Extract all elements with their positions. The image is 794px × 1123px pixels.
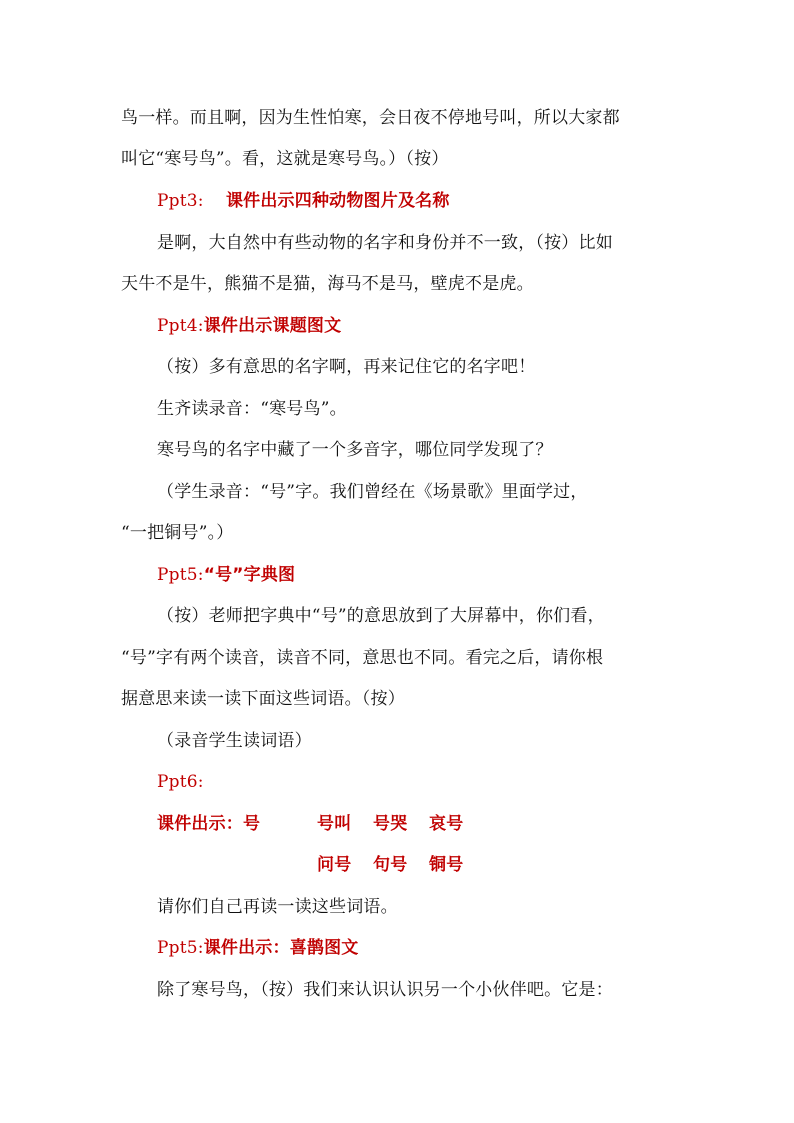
paragraph-line: 除了寒号鸟，（按）我们来认识认识另一个小伙伴吧。它是：	[157, 980, 613, 1000]
courseware-word: 句号	[373, 855, 408, 875]
paragraph-line: 请你们自己再读一读这些词语。	[157, 897, 398, 917]
heading-text: 课件出示：喜鹊图文	[203, 938, 359, 958]
paragraph-line: 天牛不是牛，熊猫不是猫，海马不是马，壁虎不是虎。	[121, 274, 534, 294]
heading-ppt5-magpie	[157, 936, 359, 960]
courseware-word: 问号	[317, 855, 352, 875]
paragraph-line: “号”字有两个读音，读音不同，意思也不同。看完之后，请你根	[121, 648, 604, 668]
paragraph-line: （学生录音：“号”字。我们曾经在《场景歌》里面学过，	[157, 482, 588, 502]
courseware-word: 哀号	[429, 814, 464, 834]
heading-text: “号”字典图	[203, 565, 296, 585]
paragraph-line: 据意思来读一读下面这些词语。（按）	[121, 689, 405, 709]
courseware-word: 号叫	[317, 814, 352, 834]
paragraph-line: （按）多有意思的名字啊，再来记住它的名字吧！	[157, 357, 536, 377]
paragraph-line: “一把铜号”。）	[121, 523, 234, 543]
paragraph-line: 生齐读录音：“寒号鸟”。	[157, 399, 347, 419]
courseware-word: 号哭	[373, 814, 408, 834]
heading-ppt6	[157, 770, 204, 794]
heading-code: Ppt5:	[157, 938, 204, 958]
paragraph-line: 鸟一样。而且啊，因为生性怕寒，会日夜不停地号叫，所以大家都	[121, 108, 620, 128]
heading-code: Ppt6:	[157, 772, 204, 792]
heading-text: 课件出示课题图文	[203, 316, 342, 336]
heading-text: 课件出示四种动物图片及名称	[225, 191, 450, 211]
heading-ppt5-dictionary	[157, 563, 295, 587]
courseware-label: 课件出示：号	[157, 814, 261, 834]
paragraph-line: （录音学生读词语）	[157, 731, 312, 751]
courseware-word: 铜号	[429, 855, 464, 875]
paragraph-line: 寒号鸟的名字中藏了一个多音字，哪位同学发现了？	[157, 440, 553, 460]
heading-ppt4	[157, 314, 341, 338]
heading-ppt3	[157, 189, 450, 213]
paragraph-line: 是啊，大自然中有些动物的名字和身份并不一致，（按）比如	[157, 233, 613, 253]
heading-code: Ppt4:	[157, 316, 204, 336]
paragraph-line: 叫它“寒号鸟”。看，这就是寒号鸟。）（按）	[121, 149, 449, 169]
heading-code: Ppt3:	[157, 191, 204, 211]
paragraph-line: （按）老师把字典中“号”的意思放到了大屏幕中，你们看，	[157, 606, 605, 626]
heading-code: Ppt5:	[157, 565, 204, 585]
